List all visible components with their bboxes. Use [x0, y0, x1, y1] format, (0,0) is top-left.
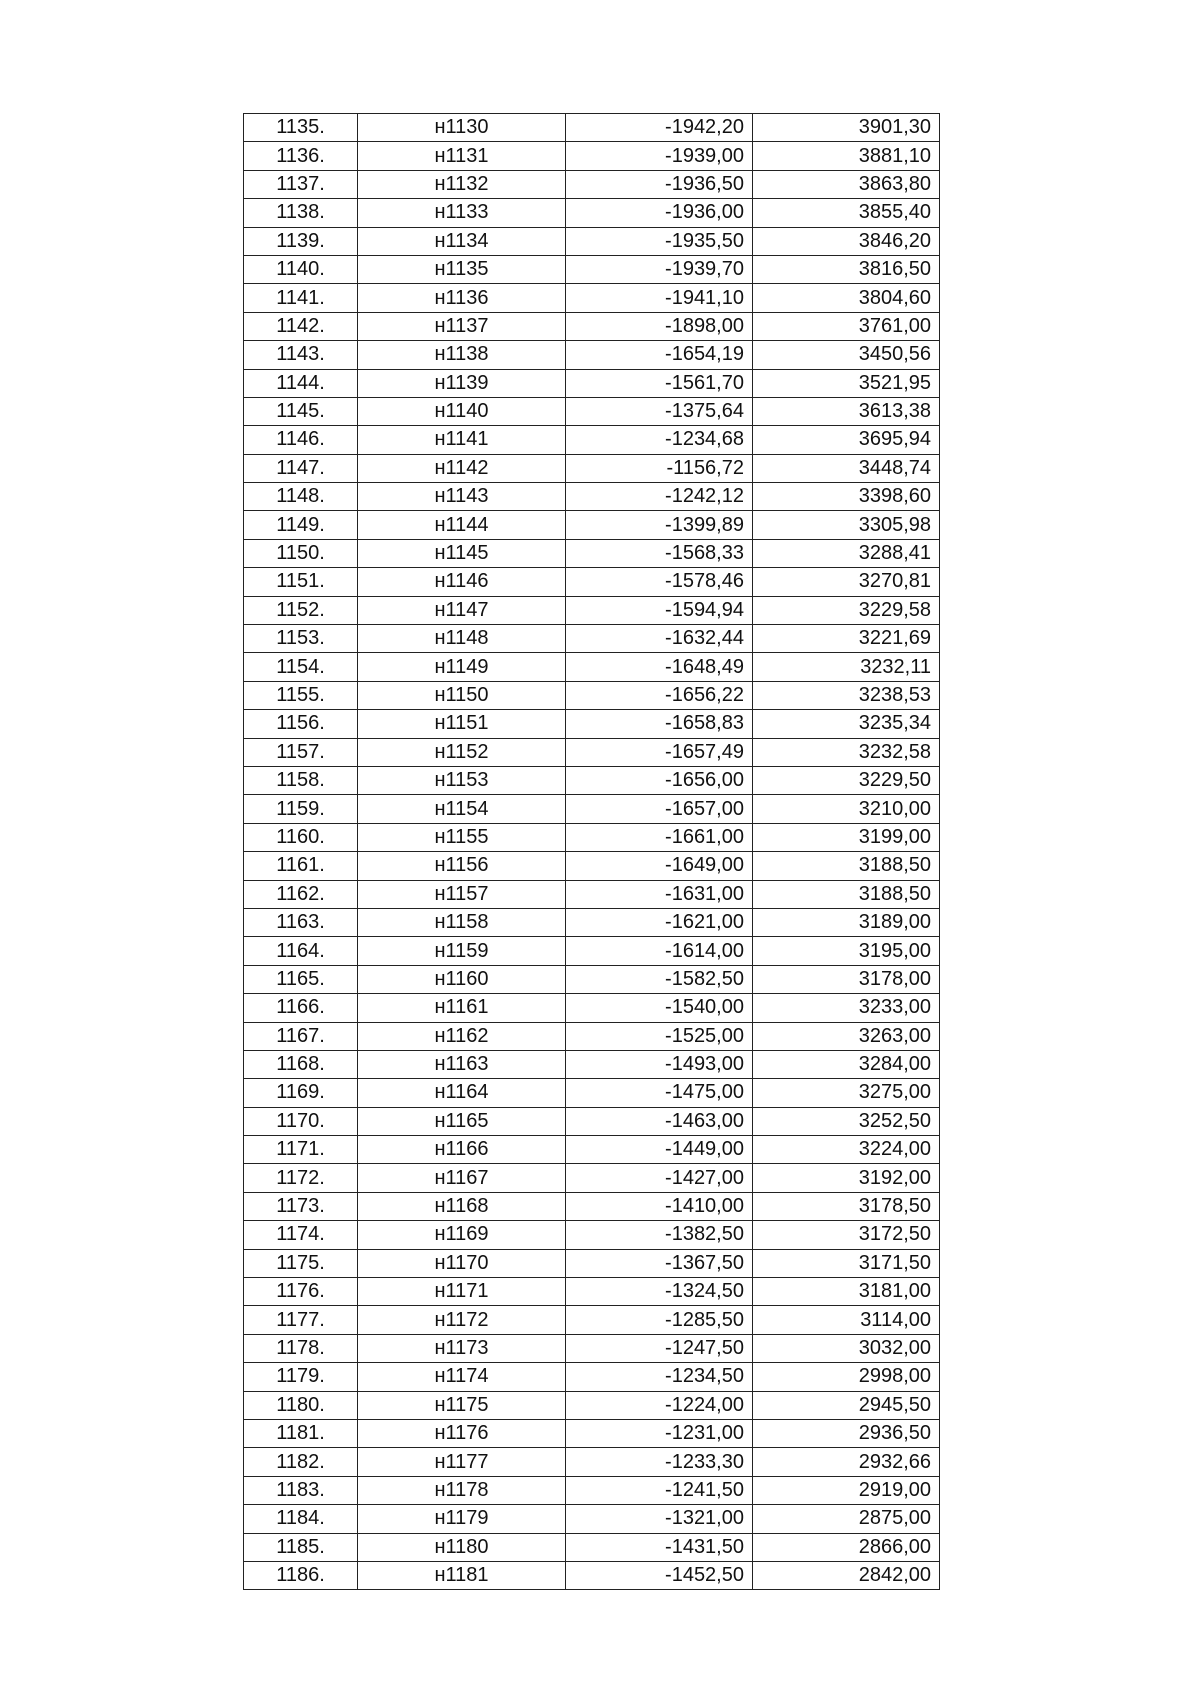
x-coordinate-cell: -1936,00 [566, 199, 753, 227]
x-coordinate-cell: -1285,50 [566, 1306, 753, 1334]
y-coordinate-cell: 3284,00 [753, 1050, 940, 1078]
table-row [244, 369, 940, 397]
table-row [244, 1249, 940, 1277]
table-row [244, 568, 940, 596]
table-row [244, 766, 940, 794]
table-row [244, 511, 940, 539]
x-coordinate-cell: -1939,00 [566, 142, 753, 170]
y-coordinate-cell: 3210,00 [753, 795, 940, 823]
point-name-cell: н1138 [358, 341, 566, 369]
row-number-cell: 1186. [244, 1561, 358, 1589]
table-row [244, 681, 940, 709]
x-coordinate-cell: -1247,50 [566, 1334, 753, 1362]
row-number-cell: 1178. [244, 1334, 358, 1362]
table-row [244, 1419, 940, 1447]
row-number-cell: 1164. [244, 937, 358, 965]
y-coordinate-cell: 3233,00 [753, 994, 940, 1022]
x-coordinate-cell: -1939,70 [566, 255, 753, 283]
x-coordinate-cell: -1399,89 [566, 511, 753, 539]
point-name-cell: н1154 [358, 795, 566, 823]
x-coordinate-cell: -1657,00 [566, 795, 753, 823]
point-name-cell: н1162 [358, 1022, 566, 1050]
y-coordinate-cell: 3229,50 [753, 766, 940, 794]
x-coordinate-cell: -1648,49 [566, 653, 753, 681]
y-coordinate-cell: 2875,00 [753, 1505, 940, 1533]
table-row [244, 1136, 940, 1164]
point-name-cell: н1169 [358, 1221, 566, 1249]
y-coordinate-cell: 3855,40 [753, 199, 940, 227]
x-coordinate-cell: -1656,00 [566, 766, 753, 794]
table-row [244, 852, 940, 880]
y-coordinate-cell: 3221,69 [753, 625, 940, 653]
point-name-cell: н1166 [358, 1136, 566, 1164]
y-coordinate-cell: 3613,38 [753, 397, 940, 425]
x-coordinate-cell: -1657,49 [566, 738, 753, 766]
point-name-cell: н1158 [358, 908, 566, 936]
row-number-cell: 1141. [244, 284, 358, 312]
y-coordinate-cell: 3181,00 [753, 1278, 940, 1306]
x-coordinate-cell: -1561,70 [566, 369, 753, 397]
table-row [244, 1505, 940, 1533]
point-name-cell: н1172 [358, 1306, 566, 1334]
row-number-cell: 1150. [244, 539, 358, 567]
y-coordinate-cell: 3305,98 [753, 511, 940, 539]
y-coordinate-cell: 2919,00 [753, 1476, 940, 1504]
row-number-cell: 1166. [244, 994, 358, 1022]
x-coordinate-cell: -1452,50 [566, 1561, 753, 1589]
table-row [244, 625, 940, 653]
table-row [244, 426, 940, 454]
x-coordinate-cell: -1242,12 [566, 483, 753, 511]
point-name-cell: н1178 [358, 1476, 566, 1504]
x-coordinate-cell: -1382,50 [566, 1221, 753, 1249]
y-coordinate-cell: 2998,00 [753, 1363, 940, 1391]
table-row [244, 199, 940, 227]
point-name-cell: н1165 [358, 1107, 566, 1135]
point-name-cell: н1167 [358, 1164, 566, 1192]
y-coordinate-cell: 3881,10 [753, 142, 940, 170]
row-number-cell: 1162. [244, 880, 358, 908]
point-name-cell: н1144 [358, 511, 566, 539]
table-row [244, 1192, 940, 1220]
x-coordinate-cell: -1475,00 [566, 1079, 753, 1107]
x-coordinate-cell: -1463,00 [566, 1107, 753, 1135]
y-coordinate-cell: 2842,00 [753, 1561, 940, 1589]
table-row [244, 1334, 940, 1362]
y-coordinate-cell: 3172,50 [753, 1221, 940, 1249]
row-number-cell: 1165. [244, 965, 358, 993]
point-name-cell: н1150 [358, 681, 566, 709]
row-number-cell: 1184. [244, 1505, 358, 1533]
table-row [244, 341, 940, 369]
row-number-cell: 1153. [244, 625, 358, 653]
point-name-cell: н1157 [358, 880, 566, 908]
row-number-cell: 1181. [244, 1419, 358, 1447]
y-coordinate-cell: 3252,50 [753, 1107, 940, 1135]
y-coordinate-cell: 3188,50 [753, 852, 940, 880]
point-name-cell: н1147 [358, 596, 566, 624]
x-coordinate-cell: -1632,44 [566, 625, 753, 653]
point-name-cell: н1175 [358, 1391, 566, 1419]
table-row [244, 738, 940, 766]
table-row [244, 1278, 940, 1306]
y-coordinate-cell: 3901,30 [753, 114, 940, 142]
table-row [244, 937, 940, 965]
y-coordinate-cell: 3114,00 [753, 1306, 940, 1334]
y-coordinate-cell: 3199,00 [753, 823, 940, 851]
y-coordinate-cell: 3189,00 [753, 908, 940, 936]
y-coordinate-cell: 3521,95 [753, 369, 940, 397]
x-coordinate-cell: -1449,00 [566, 1136, 753, 1164]
y-coordinate-cell: 3032,00 [753, 1334, 940, 1362]
table-row [244, 1221, 940, 1249]
table-row [244, 823, 940, 851]
row-number-cell: 1163. [244, 908, 358, 936]
table-row [244, 994, 940, 1022]
point-name-cell: н1145 [358, 539, 566, 567]
table-row [244, 908, 940, 936]
row-number-cell: 1174. [244, 1221, 358, 1249]
x-coordinate-cell: -1540,00 [566, 994, 753, 1022]
x-coordinate-cell: -1614,00 [566, 937, 753, 965]
x-coordinate-cell: -1410,00 [566, 1192, 753, 1220]
point-name-cell: н1159 [358, 937, 566, 965]
point-name-cell: н1161 [358, 994, 566, 1022]
y-coordinate-cell: 3178,00 [753, 965, 940, 993]
row-number-cell: 1143. [244, 341, 358, 369]
coordinates-table [243, 113, 940, 1590]
y-coordinate-cell: 3448,74 [753, 454, 940, 482]
x-coordinate-cell: -1427,00 [566, 1164, 753, 1192]
y-coordinate-cell: 2866,00 [753, 1533, 940, 1561]
x-coordinate-cell: -1234,50 [566, 1363, 753, 1391]
row-number-cell: 1177. [244, 1306, 358, 1334]
table-row [244, 1107, 940, 1135]
point-name-cell: н1141 [358, 426, 566, 454]
point-name-cell: н1148 [358, 625, 566, 653]
table-row [244, 227, 940, 255]
x-coordinate-cell: -1621,00 [566, 908, 753, 936]
x-coordinate-cell: -1935,50 [566, 227, 753, 255]
point-name-cell: н1163 [358, 1050, 566, 1078]
point-name-cell: н1131 [358, 142, 566, 170]
x-coordinate-cell: -1578,46 [566, 568, 753, 596]
x-coordinate-cell: -1367,50 [566, 1249, 753, 1277]
row-number-cell: 1159. [244, 795, 358, 823]
y-coordinate-cell: 3192,00 [753, 1164, 940, 1192]
row-number-cell: 1138. [244, 199, 358, 227]
point-name-cell: н1130 [358, 114, 566, 142]
point-name-cell: н1176 [358, 1419, 566, 1447]
table-row [244, 1448, 940, 1476]
table-row [244, 653, 940, 681]
x-coordinate-cell: -1942,20 [566, 114, 753, 142]
y-coordinate-cell: 3263,00 [753, 1022, 940, 1050]
point-name-cell: н1149 [358, 653, 566, 681]
row-number-cell: 1183. [244, 1476, 358, 1504]
row-number-cell: 1173. [244, 1192, 358, 1220]
row-number-cell: 1169. [244, 1079, 358, 1107]
y-coordinate-cell: 3804,60 [753, 284, 940, 312]
point-name-cell: н1134 [358, 227, 566, 255]
table-row [244, 1164, 940, 1192]
table-row [244, 454, 940, 482]
point-name-cell: н1164 [358, 1079, 566, 1107]
x-coordinate-cell: -1656,22 [566, 681, 753, 709]
point-name-cell: н1135 [358, 255, 566, 283]
x-coordinate-cell: -1493,00 [566, 1050, 753, 1078]
table-row [244, 170, 940, 198]
y-coordinate-cell: 3229,58 [753, 596, 940, 624]
point-name-cell: н1174 [358, 1363, 566, 1391]
point-name-cell: н1156 [358, 852, 566, 880]
table-row [244, 596, 940, 624]
row-number-cell: 1135. [244, 114, 358, 142]
row-number-cell: 1137. [244, 170, 358, 198]
x-coordinate-cell: -1324,50 [566, 1278, 753, 1306]
row-number-cell: 1171. [244, 1136, 358, 1164]
row-number-cell: 1157. [244, 738, 358, 766]
point-name-cell: н1173 [358, 1334, 566, 1362]
row-number-cell: 1168. [244, 1050, 358, 1078]
x-coordinate-cell: -1941,10 [566, 284, 753, 312]
y-coordinate-cell: 2936,50 [753, 1419, 940, 1447]
row-number-cell: 1154. [244, 653, 358, 681]
table-row [244, 1476, 940, 1504]
point-name-cell: н1168 [358, 1192, 566, 1220]
row-number-cell: 1142. [244, 312, 358, 340]
y-coordinate-cell: 3288,41 [753, 539, 940, 567]
y-coordinate-cell: 3270,81 [753, 568, 940, 596]
y-coordinate-cell: 3275,00 [753, 1079, 940, 1107]
table-row [244, 284, 940, 312]
point-name-cell: н1171 [358, 1278, 566, 1306]
y-coordinate-cell: 3232,58 [753, 738, 940, 766]
point-name-cell: н1136 [358, 284, 566, 312]
point-name-cell: н1155 [358, 823, 566, 851]
x-coordinate-cell: -1156,72 [566, 454, 753, 482]
point-name-cell: н1151 [358, 710, 566, 738]
row-number-cell: 1156. [244, 710, 358, 738]
row-number-cell: 1167. [244, 1022, 358, 1050]
y-coordinate-cell: 3238,53 [753, 681, 940, 709]
y-coordinate-cell: 3450,56 [753, 341, 940, 369]
table-row [244, 142, 940, 170]
y-coordinate-cell: 2932,66 [753, 1448, 940, 1476]
x-coordinate-cell: -1594,94 [566, 596, 753, 624]
row-number-cell: 1151. [244, 568, 358, 596]
point-name-cell: н1142 [358, 454, 566, 482]
y-coordinate-cell: 3235,34 [753, 710, 940, 738]
row-number-cell: 1139. [244, 227, 358, 255]
point-name-cell: н1139 [358, 369, 566, 397]
table-row [244, 255, 940, 283]
table-row [244, 710, 940, 738]
x-coordinate-cell: -1233,30 [566, 1448, 753, 1476]
y-coordinate-cell: 3398,60 [753, 483, 940, 511]
y-coordinate-cell: 3224,00 [753, 1136, 940, 1164]
row-number-cell: 1170. [244, 1107, 358, 1135]
row-number-cell: 1145. [244, 397, 358, 425]
y-coordinate-cell: 3178,50 [753, 1192, 940, 1220]
x-coordinate-cell: -1582,50 [566, 965, 753, 993]
x-coordinate-cell: -1321,00 [566, 1505, 753, 1533]
point-name-cell: н1137 [358, 312, 566, 340]
table-row [244, 1533, 940, 1561]
row-number-cell: 1144. [244, 369, 358, 397]
point-name-cell: н1152 [358, 738, 566, 766]
point-name-cell: н1180 [358, 1533, 566, 1561]
coordinates-table-body [244, 114, 940, 1590]
row-number-cell: 1149. [244, 511, 358, 539]
point-name-cell: н1181 [358, 1561, 566, 1589]
table-row [244, 114, 940, 142]
row-number-cell: 1152. [244, 596, 358, 624]
row-number-cell: 1158. [244, 766, 358, 794]
row-number-cell: 1185. [244, 1533, 358, 1561]
x-coordinate-cell: -1898,00 [566, 312, 753, 340]
point-name-cell: н1153 [358, 766, 566, 794]
point-name-cell: н1132 [358, 170, 566, 198]
y-coordinate-cell: 2945,50 [753, 1391, 940, 1419]
y-coordinate-cell: 3232,11 [753, 653, 940, 681]
x-coordinate-cell: -1631,00 [566, 880, 753, 908]
point-name-cell: н1143 [358, 483, 566, 511]
y-coordinate-cell: 3863,80 [753, 170, 940, 198]
y-coordinate-cell: 3761,00 [753, 312, 940, 340]
table-row [244, 880, 940, 908]
table-row [244, 1363, 940, 1391]
row-number-cell: 1161. [244, 852, 358, 880]
table-row [244, 397, 940, 425]
row-number-cell: 1155. [244, 681, 358, 709]
x-coordinate-cell: -1649,00 [566, 852, 753, 880]
row-number-cell: 1176. [244, 1278, 358, 1306]
point-name-cell: н1170 [358, 1249, 566, 1277]
row-number-cell: 1182. [244, 1448, 358, 1476]
row-number-cell: 1147. [244, 454, 358, 482]
y-coordinate-cell: 3695,94 [753, 426, 940, 454]
point-name-cell: н1179 [358, 1505, 566, 1533]
table-row [244, 539, 940, 567]
table-row [244, 1391, 940, 1419]
y-coordinate-cell: 3188,50 [753, 880, 940, 908]
table-row [244, 795, 940, 823]
point-name-cell: н1133 [358, 199, 566, 227]
table-row [244, 1306, 940, 1334]
table-row [244, 1022, 940, 1050]
row-number-cell: 1180. [244, 1391, 358, 1419]
point-name-cell: н1146 [358, 568, 566, 596]
point-name-cell: н1140 [358, 397, 566, 425]
row-number-cell: 1179. [244, 1363, 358, 1391]
table-row [244, 1050, 940, 1078]
row-number-cell: 1136. [244, 142, 358, 170]
x-coordinate-cell: -1431,50 [566, 1533, 753, 1561]
y-coordinate-cell: 3195,00 [753, 937, 940, 965]
x-coordinate-cell: -1241,50 [566, 1476, 753, 1504]
x-coordinate-cell: -1658,83 [566, 710, 753, 738]
table-row [244, 483, 940, 511]
row-number-cell: 1140. [244, 255, 358, 283]
x-coordinate-cell: -1234,68 [566, 426, 753, 454]
x-coordinate-cell: -1654,19 [566, 341, 753, 369]
x-coordinate-cell: -1661,00 [566, 823, 753, 851]
point-name-cell: н1160 [358, 965, 566, 993]
x-coordinate-cell: -1525,00 [566, 1022, 753, 1050]
row-number-cell: 1160. [244, 823, 358, 851]
row-number-cell: 1148. [244, 483, 358, 511]
x-coordinate-cell: -1936,50 [566, 170, 753, 198]
table-row [244, 1079, 940, 1107]
table-row [244, 1561, 940, 1589]
x-coordinate-cell: -1375,64 [566, 397, 753, 425]
x-coordinate-cell: -1224,00 [566, 1391, 753, 1419]
y-coordinate-cell: 3816,50 [753, 255, 940, 283]
x-coordinate-cell: -1568,33 [566, 539, 753, 567]
y-coordinate-cell: 3171,50 [753, 1249, 940, 1277]
y-coordinate-cell: 3846,20 [753, 227, 940, 255]
table-row [244, 965, 940, 993]
row-number-cell: 1146. [244, 426, 358, 454]
point-name-cell: н1177 [358, 1448, 566, 1476]
row-number-cell: 1175. [244, 1249, 358, 1277]
row-number-cell: 1172. [244, 1164, 358, 1192]
table-row [244, 312, 940, 340]
x-coordinate-cell: -1231,00 [566, 1419, 753, 1447]
